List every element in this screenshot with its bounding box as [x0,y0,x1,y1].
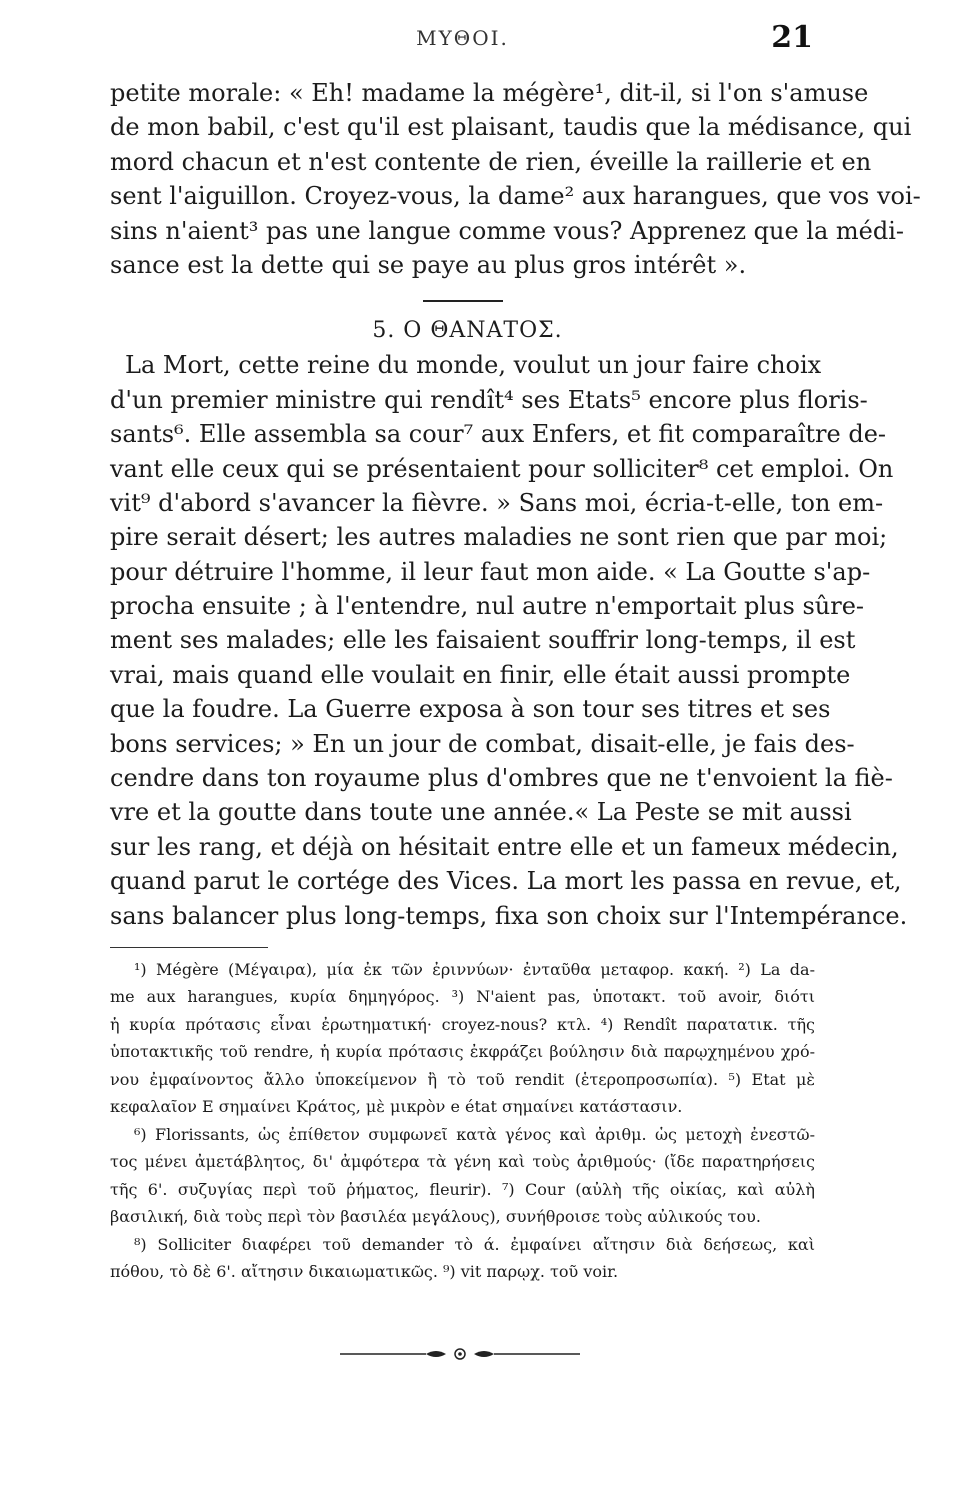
text-line: quand parut le cortége des Vices. La mort les passa en revue, et, [110,867,902,896]
page-header [110,18,815,58]
text-line: sins n'aient³ pas une langue comme vous? Apprenez que la médi- [110,216,905,245]
text-line: d'un premier ministre qui rendît⁴ ses Etats⁵ encore plus floris- [110,385,868,414]
page-number: 21 [771,20,813,55]
footnote-line: ¹) Mégère (Μέγαιρα), μία ἐκ τῶν ἐριννύων· ἐνταῦθα μεταφορ. κακή. ²) La da- [134,959,815,979]
text-line: pour détruire l'homme, il leur faut mon aide. « La Goutte s'ap- [110,557,871,586]
text-line: cendre dans ton royaume plus d'ombres que ne t'envoient la fiè- [110,764,893,793]
section-divider [423,300,503,302]
footnote-line: βασιλική, διὰ τοὺς περὶ τὸν βασιλέα μεγάλους), συνήθροισε τοὺς αὐλικούς του. [110,1207,761,1227]
text-line: petite morale: « Eh! madame la mégère¹, dit-il, si l'on s'amuse [110,79,869,107]
text-line: sans balancer plus long-temps, fixa son choix sur l'Intempérance. [110,901,908,930]
text-line: mord chacun et n'est contente de rien, éveille la raillerie et en [110,147,872,176]
running-title: ΜΥΘΟΙ. [416,26,509,50]
footnote-line: πόθου, τὸ δὲ 6'. αἴτησιν δικαιωματικῶς. ⁹) vit παρῳχ. τοῦ voir. [110,1262,619,1282]
text-line: procha ensuite ; à l'entendre, nul autre n'emportait plus sûre- [110,592,865,621]
footnote-line: ὑποτακτικῆς τοῦ rendre, ἡ κυρία πρότασις ἐκφράζει βούλησιν διὰ παρῳχημένου χρό- [110,1042,815,1062]
footnote-line: τος μένει ἀμετάβλητος, δι' ἀμφότερα τὰ γένη καὶ τοὺς ἀριθμούς· (ἴδε παρατηρήσεις [110,1152,815,1172]
text-line: sur les rang, et déjà on hésitait entre elle et un fameux médecin, [110,832,899,861]
text-line: vant elle ceux qui se présentaient pour solliciter⁸ cet emploi. On [110,454,894,483]
footnote-line: me aux harangues, κυρία δημηγόρος. ³) N'aient pas, ὑποτακτ. τοῦ avoir, διότι [110,987,815,1007]
ornament-divider [340,1346,580,1362]
text-line: vit⁹ d'abord s'avancer la fièvre. » Sans moi, écria-t-elle, ton em- [110,488,884,517]
text-line: que la foudre. La Guerre exposa à son tour ses titres et ses [110,695,831,724]
text-line: vre et la goutte dans toute une année.« La Peste se mit aussi [110,798,852,827]
footnote-line: νου ἐμφαίνοντος ἄλλο ὑποκείμενον ἢ τὸ τοῦ rendit (ἑτεροπροσωπία). ⁵) Etat μὲ [110,1069,815,1089]
section-title: 5. Ο ΘΑΝΑΤΟΣ. [372,318,563,344]
page-body [110,76,921,1286]
text-line: bons services; » En un jour de combat, disait-elle, je fais des- [110,729,855,758]
footnote-line: ἡ κυρία πρότασις εἶναι ἐρωτηματική· croyez-nous? κτλ. ⁴) Rendît παρατατικ. τῆς [110,1014,815,1034]
footnote-divider [110,947,268,948]
text-line: sent l'aiguillon. Croyez-vous, la dame² aux harangues, que vos voi- [110,182,921,211]
text-line: pire serait désert; les autres maladies ne sont rien que par moi; [110,523,888,552]
footnote-line: ⁶) Florissants, ὡς ἐπίθετον συμφωνεῖ κατὰ γένος καὶ ἀριθμ. ὡς μετοχὴ ἐνεστῶ- [134,1124,815,1144]
text-line: vrai, mais quand elle voulait en finir, elle était aussi prompte [110,660,851,689]
footnote-line: ⁸) Solliciter διαφέρει τοῦ demander τὸ ά. ἐμφαίνει αἴτησιν διὰ δεήσεως, καὶ [134,1234,815,1254]
text-line: sants⁶. Elle assembla sa cour⁷ aux Enfers, et fit comparaître de- [110,420,887,449]
text-line: de mon babil, c'est qu'il est plaisant, taudis que la médisance, qui [110,113,912,142]
text-line: sance est la dette qui se paye au plus gros intérêt ». [110,250,747,279]
footnote-line: τῆς 6'. συζυγίας περὶ τοῦ ῥήματος, fleurir). ⁷) Cour (αὐλὴ τῆς οἰκίας, καὶ αὐλὴ [110,1179,815,1199]
text-line: ment ses malades; elle les faisaient souffrir long-temps, il est [110,626,856,655]
footnote-line: κεφαλαῖον E σημαίνει Κράτος, μὲ μικρὸν e état σημαίνει κατάστασιν. [110,1097,683,1117]
text-line: La Mort, cette reine du monde, voulut un jour faire choix [125,351,822,380]
